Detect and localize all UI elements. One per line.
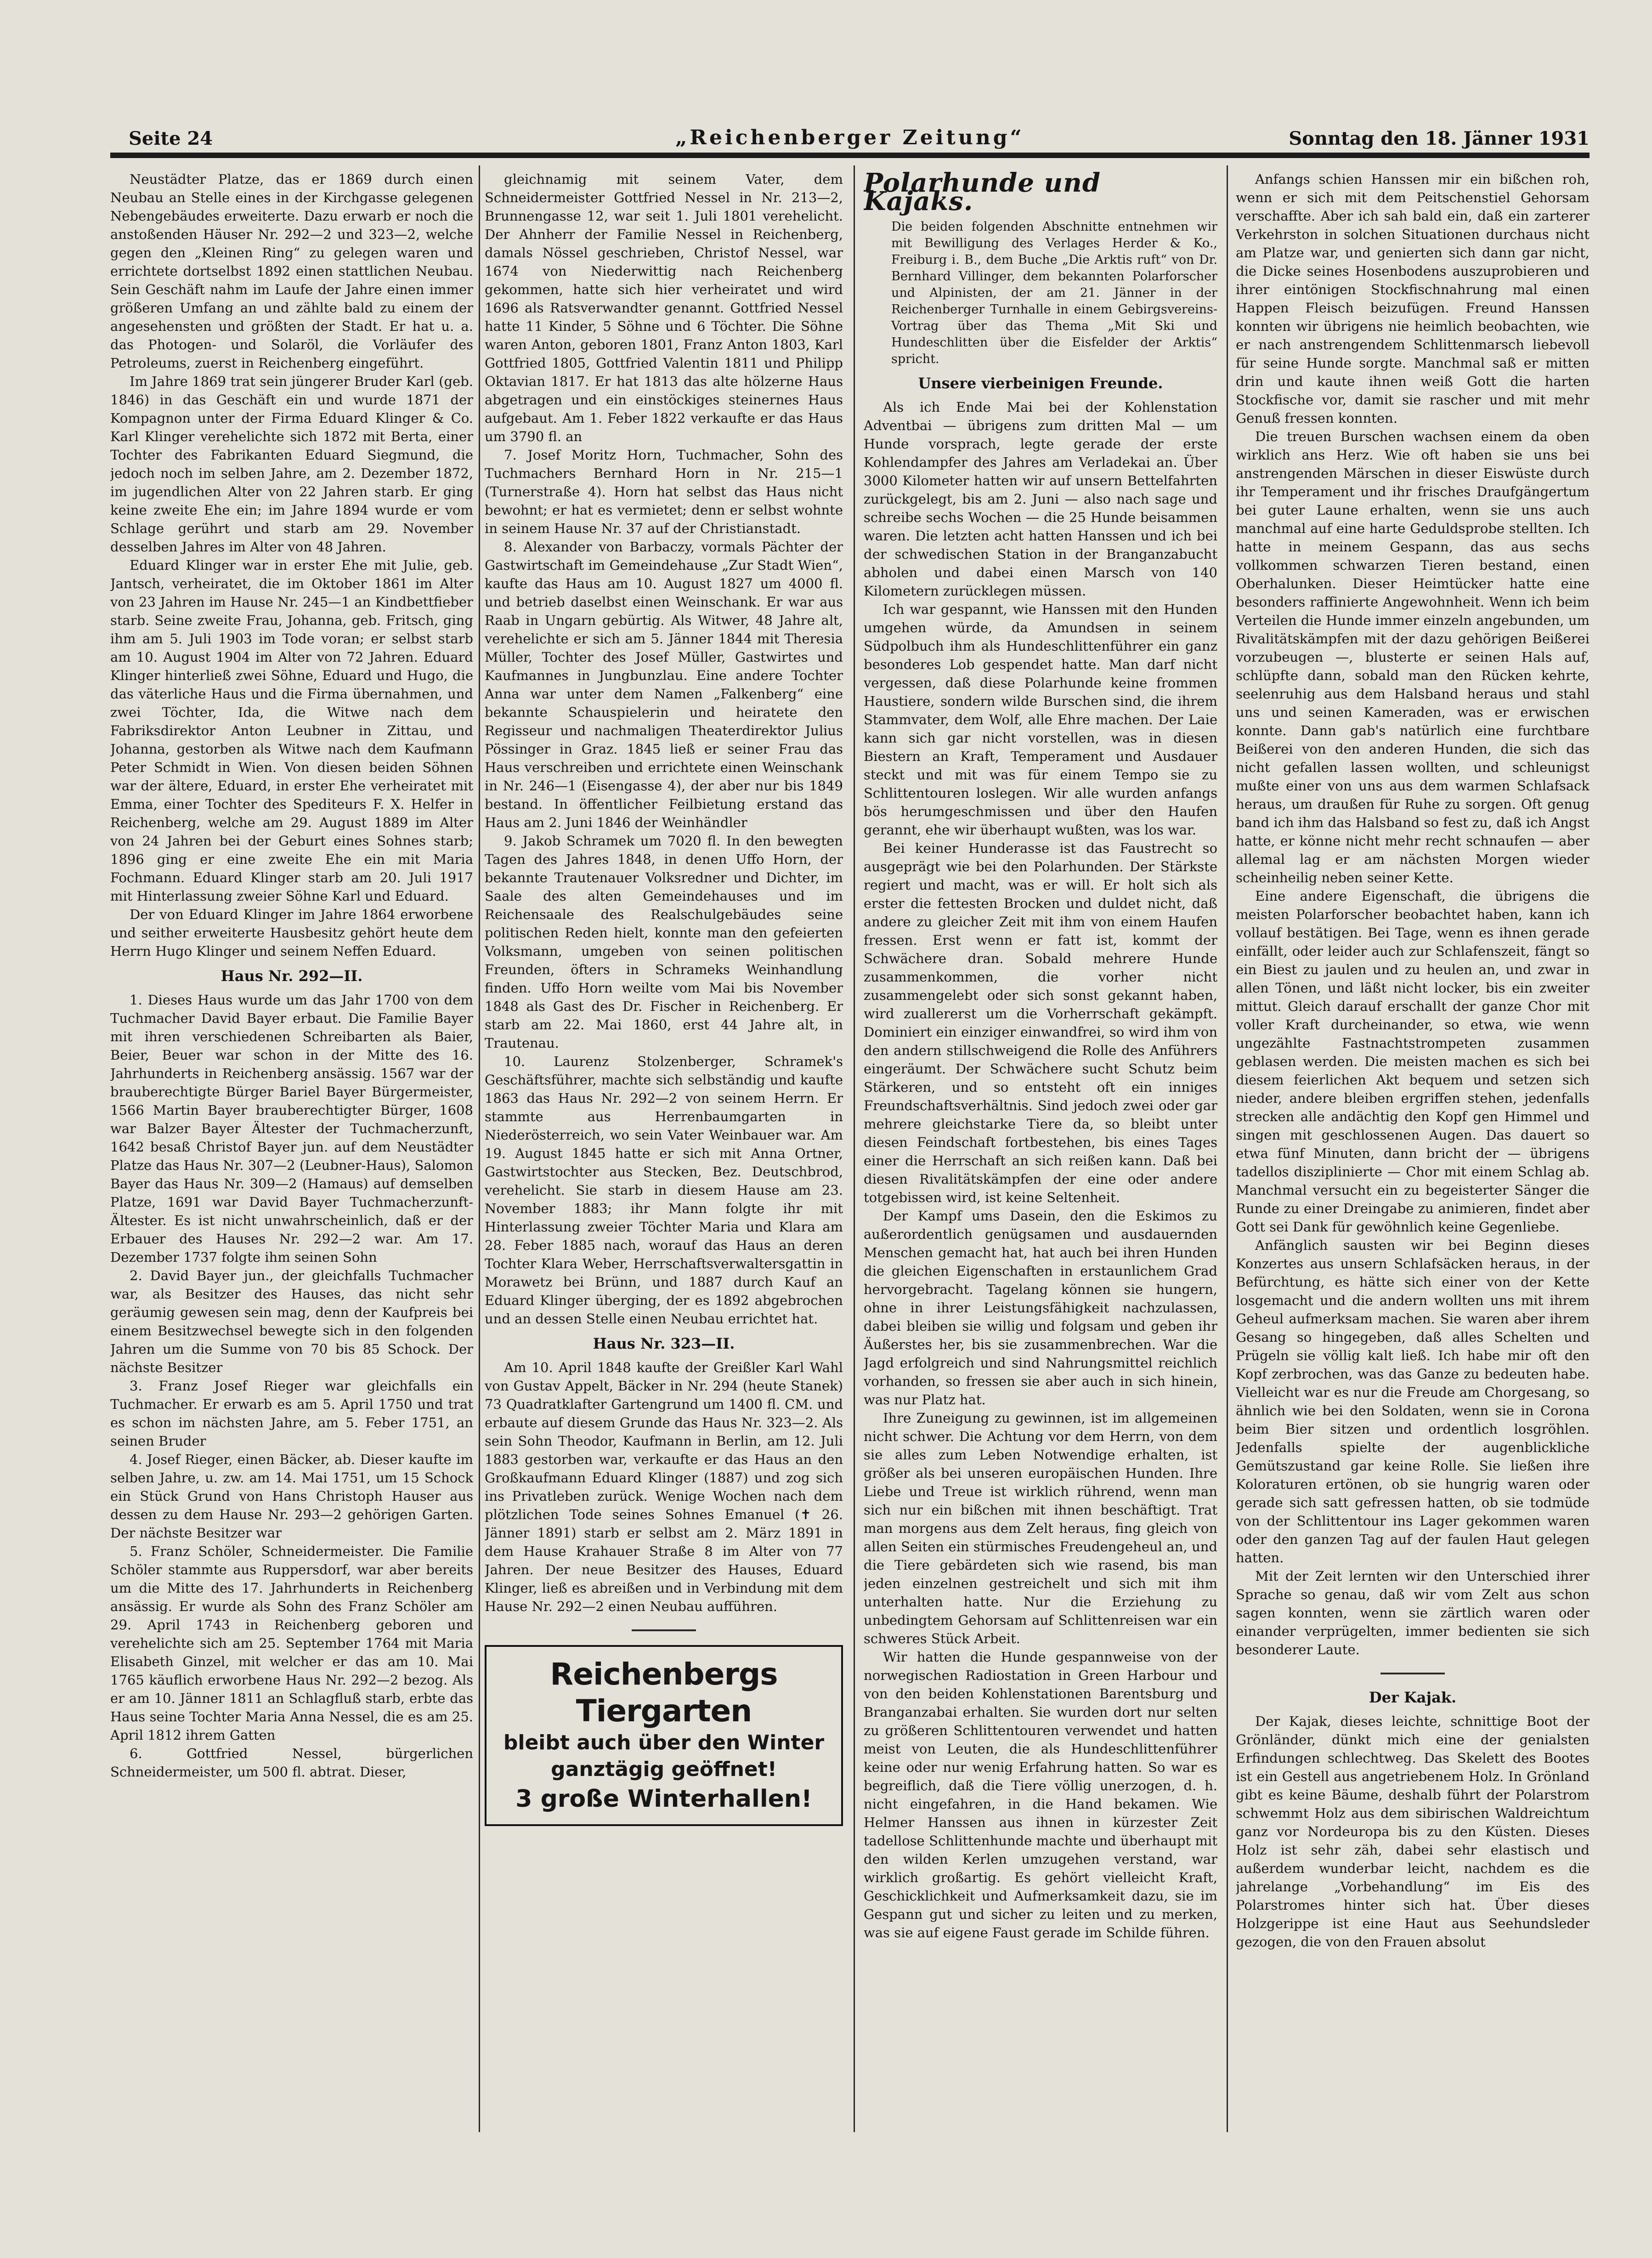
paragraph: 5. Franz Schöler, Schneidermeister. Die Familie Schöler stammte aus Ruppersdorf, war aber bereits um die Mitte des 17. Jahrhunderts in Reichenberg ansässig. Er wurde als Sohn des Franz Schöler am 29. April 1743 in Reichenberg geboren und verehelichte sich am 25. September 1764 mit Maria Elisabeth Ginzel, mit welcher er das am 10. Mai 1765 käuflich erworbene Haus Nr. 292—2 bezog. Als er am 10. Jänner 1811 an Schlagfluß starb, erbte das Haus seine Tochter Maria Anna Nessel, die es am 25. April 1812 ihrem Gatten: [110, 1543, 473, 1743]
ad-line: 3 große Winterhallen!: [515, 1785, 812, 1813]
column-3: [864, 170, 1217, 2128]
paragraph: Wir hatten die Hunde gespannweise von der norwegischen Radiostation in Green Harbour und von den beiden Kohlenstationen Barentsburg und Branganzabai erhalten. Sie wurden dort nur selten zu größeren Schlittentouren verwendet und hatten meist von Leuten, die als Hundeschlittenführer keine oder nur wenig Erfahrung hatten. So war es begreiflich, daß die Tiere völlig unerzogen, d. h. nicht eingefahren, in die Hand bekamen. Wie Helmer Hanssen aus ihnen in kürzester Zeit tadellose Schlittenhunde machte und überhaupt mit den wilden Kerlen umzugehen verstand, war wirklich großartig. Es gehört vielleicht Kraft, Geschicklichkeit und Aufmerksamkeit dazu, sie im Gespann gut und sicher zu leiten und zu merken, was sie auf eigene Faust gerade im Schilde führen.: [864, 1649, 1217, 1940]
column-rule-1: [479, 165, 480, 2132]
column-1: [110, 170, 473, 2128]
section-heading: Haus Nr. 292—II.: [221, 967, 363, 985]
paragraph: Anfänglich sausten wir bei Beginn dieses Konzertes aus unsern Schlafsäcken heraus, in der Befürchtung, es hätte sich einer von der Kette losgemacht und die andern wollten uns mit ihrem Geheul aufmerksam machen. Sie waren aber ihrem Gesang so hingegeben, daß alles Schelten und Prügeln sie völlig kalt ließ. Ich habe mir oft den Kopf zerbrochen, was das Ganze zu bedeuten habe. Vielleicht war es nur die Freude am Chorgesang, so ähnlich wie bei den Soldaten, wenn sie in Corona beim Bier sitzen und ordentlich losgröhlen. Jedenfalls spielte der augenblickliche Gemütszustand gar keine Rolle. Sie ließen ihre Koloraturen ertönen, ob sie hungrig waren oder gerade sich satt gefressen hatten, ob sie todmüde von der Schlittentour ins Lager gekommen waren oder den ganzen Tag auf der faulen Haut gelegen hatten.: [1236, 1237, 1590, 1566]
paragraph: Der Kampf ums Dasein, den die Eskimos zu außerordentlich genügsamen und ausdauernden Menschen gemacht hat, hat auch bei ihren Hunden die gleichen Eigenschaften in erstaunlichem Grad hervorgebracht. Tagelang können sie hungern, ohne in ihrer Leistungsfähigkeit nachzulassen, dabei bleiben sie willig und folgsam und geben ihr Äußerstes her, bis sie zusammenbrechen. War die Jagd erfolgreich und sind Nahrungsmittel reichlich vorhanden, so fressen sie aber auch in sich hinein, was nur Platz hat.: [864, 1208, 1217, 1407]
paragraph: 7. Josef Moritz Horn, Tuchmacher, Sohn des Tuchmachers Bernhard Horn in Nr. 215—1 (Turnerstraße 4). Horn hat selbst das Haus nicht bewohnt; er hat es vermietet; denn er selbst wohnte in seinem Hause Nr. 37 auf der Christianstadt.: [485, 447, 843, 536]
paragraph: 2. David Bayer jun., der gleichfalls Tuchmacher war, als Besitzer des Hauses, das nicht sehr geräumig gewesen sein mag, denn der Kaufpreis bei einem Besitzwechsel bewegte sich in den folgenden Jahren um die Summe von 70 bis 85 Schock. Der nächste Besitzer: [110, 1268, 473, 1375]
section-heading: Der Kajak.: [1369, 1689, 1457, 1706]
paragraph: Bei keiner Hunderasse ist das Faustrecht so ausgeprägt wie bei den Polarhunden. Der Stärkste regiert und macht, was er will. Er holt sich als erster die fettesten Brocken und duldet nicht, daß andere zu gleicher Zeit mit ihm von einem Haufen fressen. Erst wenn er fatt ist, kommt der Schwächere dran. Sobald mehrere Hunde zusammenkommen, die vorher nicht zusammengelebt oder sich sonst gekannt haben, wird zuallererst um die Vorherrschaft gekämpft. Dominiert ein einziger einwandfrei, so wird ihm von den andern stillschweigend die Rolle des Anführers eingeräumt. Der Schwächere sucht Schutz beim Stärkeren, und so entsteht oft ein inniges Freundschaftsverhältnis. Sind jedoch zwei oder gar mehrere gleichstarke Tiere da, so bleibt unter diesen Feindschaft fortbestehen, bis eines Tages einer die Herrschaft an sich reißen kann. Daß bei diesen Rivalitätskämpfen der eine oder andere totgebissen wird, ist keine Seltenheit.: [864, 840, 1217, 1205]
paragraph: Der von Eduard Klinger im Jahre 1864 erworbene und seither erweiterte Hausbesitz gehört heute dem Herrn Hugo Klinger und seinem Neffen Eduard.: [110, 907, 473, 959]
paragraph: Am 10. April 1848 kaufte der Greißler Karl Wahl von Gustav Appelt, Bäcker in Nr. 294 (heute Stanek) 73 Quadratklafter Gartengrund um 1400 fl. CM. und erbaute auf diesem Grunde das Haus Nr. 323—2. Als sein Sohn Theodor, Kaufmann in Berlin, am 12. Juli 1883 gestorben war, verkaufte er das Haus an den Großkaufmann Eduard Klinger (1887) und zog sich ins Privatleben zurück. Wenige Wochen nach dem plötzlichen Tode seines Sohnes Emanuel (✝ 26. Jänner 1891) starb er selbst am 2. März 1891 in dem Hause Krahauer Straße 8 im Alter von 77 Jahren. Der neue Besitzer des Hauses, Eduard Klinger, ließ es abreißen und in Verbindung mit dem Hause Nr. 292—2 einen Neubau aufführen.: [485, 1360, 843, 1614]
paragraph: 4. Josef Rieger, einen Bäcker, ab. Dieser kaufte im selben Jahre, u. zw. am 14. Mai 1751, um 15 Schock ein Stück Grund von Hans Christoph Hauser aus dessen zu dem Hause Nr. 293—2 gehörigen Garten. Der nächste Besitzer war: [110, 1452, 473, 1541]
column-2: [485, 170, 843, 2128]
column-4: [1236, 170, 1590, 2128]
article-intro: Die beiden folgenden Abschnitte entnehmen wir mit Bewilligung des Verlages Herder & Ko., Freiburg i. B., dem Buche „Die Arktis ruft“ von Dr. Bernhard Villinger, dem bekannten Polarforscher und Alpinisten, der am 21. Jänner in der Reichenberger Turnhalle in einem Gebirgsvereins-Vortrag über das Thema „Mit Ski und Hundeschlitten über die Eisfelder der Arktis“ spricht.: [891, 220, 1217, 366]
header-rule: [110, 153, 1590, 158]
advertisement: [485, 1645, 843, 1826]
paragraph: 3. Franz Josef Rieger war gleichfalls ein Tuchmacher. Er erwarb es am 5. April 1750 und trat es schon im nächsten Jahre, am 5. Feber 1751, an seinen Bruder: [110, 1378, 473, 1449]
paragraph: Ich war gespannt, wie Hanssen mit den Hunden umgehen würde, da Amundsen in seinem Südpolbuch ihm als Hundeschlittenführer ein ganz besonderes Lob gespendet hatte. Man darf nicht vergessen, daß diese Polarhunde keine frommen Haustiere, sondern wilde Burschen sind, die ihrem Stammvater, dem Wolf, alle Ehre machen. Der Laie kann sich gar nicht vorstellen, was in diesen Biestern an Kraft, Temperament und Ausdauer steckt und mit was für einem Tempo sie zu Schlittentouren loslegen. Wir alle wurden anfangs bös herumgeschmissen und über den Haufen gerannt, ehe wir überhaupt wußten, was los war.: [864, 601, 1217, 838]
paragraph: 10. Laurenz Stolzenberger, Schramek's Geschäftsführer, machte sich selbständig und kaufte 1863 das Haus Nr. 292—2 von seinem Herrn. Er stammte aus Herrenbaumgarten in Niederösterreich, wo sein Vater Weinbauer war. Am 19. August 1845 hatte er sich mit Anna Ortner, Gastwirtstochter aus Stecken, Bez. Deutschbrod, verehelicht. Sie starb in diesem Hause am 23. November 1883; ihr Mann folgte ihr mit Hinterlassung zweier Töchter Maria und Klara am 28. Feber 1885 nach, worauf das Haus an deren Tochter Klara Weber, Herrschaftsverwaltersgattin in Morawetz bei Brünn, und 1887 durch Kauf an Eduard Klinger überging, der es 1892 abgebrochen und an dessen Stelle einen Neubau errichtet hat.: [485, 1054, 843, 1327]
newspaper-title: „Reichenberger Zeitung“: [675, 126, 1024, 149]
paragraph: Eduard Klinger war in erster Ehe mit Julie, geb. Jantsch, verheiratet, die im Oktober 1861 im Alter von 23 Jahren im Hause Nr. 245—1 an Kindbettfieber starb. Seine zweite Frau, Johanna, geb. Fritsch, ging ihm am 5. Juli 1903 im Tode voran; er selbst starb am 10. August 1904 im Alter von 72 Jahren. Eduard Klinger hinterließ zwei Söhne, Eduard und Hugo, die das väterliche Haus und die Firma übernahmen, und zwei Töchter, Ida, die Witwe nach dem Fabriksdirektor Anton Leubner in Zittau, und Johanna, gestorben als Witwe nach dem Kaufmann Peter Schmidt in Wien. Von diesen beiden Söhnen war der ältere, Eduard, in erster Ehe verheiratet mit Emma, einer Tochter des Spediteurs F. X. Helfer in Reichenberg, welche am 29. August 1889 im Alter von 24 Jahren bei der Geburt eines Sohnes starb; 1896 ging er eine zweite Ehe ein mit Maria Fochmann. Eduard Klinger starb am 20. Juli 1917 mit Hinterlassung zweier Söhne Karl und Eduard.: [110, 557, 473, 904]
section-divider: [1380, 1673, 1445, 1674]
paragraph: Anfangs schien Hanssen mir ein bißchen roh, wenn er sich mit dem Peitschenstiel Gehorsam verschaffte. Aber ich sah bald ein, daß ein zarterer Verkehrston in solchen Situationen durchaus nicht am Platze war, und genierten sich dann gar nicht, die Dicke seines Hosenbodens auszuprobieren und ihrer eintönigen Stockfischnahrung mal einen Happen Fleisch beizufügen. Freund Hanssen konnten wir übrigens nie heimlich beobachten, wie er nach anstrengendem Schlittenmarsch liebevoll für seine Hunde sorgte. Manchmal saß er mitten drin und kaute ihnen weiß Gott die harten Stockfische vor, damit sie rascher und mit mehr Genuß fressen konnten.: [1236, 171, 1590, 426]
paragraph: 6. Gottfried Nessel, bürgerlichen Schneidermeister, um 500 fl. abtrat. Dieser,: [110, 1746, 473, 1780]
paragraph: Mit der Zeit lernten wir den Unterschied ihrer Sprache so genau, daß wir vom Zelt aus schon sagen konnten, wenn sie zärtlich waren oder einander verprügelten, immer bedienten sie sich besonderer Laute.: [1236, 1568, 1590, 1657]
column-rule-2: [854, 165, 855, 2132]
ad-line: ganztägig geöffnet!: [551, 1758, 777, 1781]
article-title: Polarhunde und Kajaks.: [864, 170, 1101, 216]
page-number: Seite 24: [129, 128, 213, 149]
paragraph: Als ich Ende Mai bei der Kohlenstation Adventbai — übrigens zum dritten Mal — um Hunde vorsprach, legte gerade der erste Kohlendampfer des Jahres am Verladekai an. Über 3000 Kilometer hatten wir auf unsern Bettelfahrten zurückgelegt, bis am 2. Juni — also nach sage und schreibe sechs Wochen — die 25 Hunde beisammen waren. Die letzten acht hatten Hanssen und ich bei der schwedischen Station in der Branganzabucht abholen und dabei einen Marsch von 140 Kilometern zurücklegen müssen.: [864, 399, 1217, 599]
issue-date: Sonntag den 18. Jänner 1931: [1289, 128, 1590, 149]
paragraph: Neustädter Platze, das er 1869 durch einen Neubau an Stelle eines in der Kirchgasse gelegenen Nebengebäudes erweiterte. Dazu erwarb er noch die anstoßenden Häuser Nr. 292—2 und 323—2, welche gegen den „Kleinen Ring“ zu gelegen waren und errichtete dortselbst 1892 einen stattlichen Neubau. Sein Geschäft nahm im Laufe der Jahre einen immer größeren Umfang an und zählte bald zu einem der angesehensten und größten der Stadt. Er hat u. a. das Photogen- und Solaröl, die Vorläufer des Petroleums, zuerst in Reichenberg eingeführt.: [110, 171, 473, 371]
page-header: [110, 124, 1590, 156]
paragraph: 8. Alexander von Barbaczy, vormals Pächter der Gastwirtschaft im Gemeindehause „Zur Stadt Wien“, kaufte das Haus am 10. August 1827 um 4000 fl. und betrieb daselbst einen Weinschank. Er war aus Raab in Ungarn gebürtig. Als Witwer, 48 Jahre alt, verehelichte er sich am 5. Jänner 1844 mit Theresia Müller, Tochter des Josef Müller, Gastwirtes und Kaufmannes in Jungbunzlau. Eine andere Tochter Anna war unter dem Namen „Falkenberg“ eine bekannte Schauspielerin und heiratete den Regisseur und nachmaligen Theaterdirektor Julius Pössinger in Graz. 1845 ließ er seiner Frau das Haus verschreiben und errichtete einen Weinschank in Nr. 246—1 (Eisengasse 4), der aber nur bis 1849 bestand. In öffentlicher Feilbietung erstand das Haus am 2. Juni 1846 der Weinhändler: [485, 539, 843, 830]
section-heading: Haus Nr. 323—II.: [593, 1335, 735, 1352]
paragraph: Im Jahre 1869 trat sein jüngerer Bruder Karl (geb. 1846) in das Geschäft ein und wurde 1871 der Kompagnon unter der Firma Eduard Klinger & Co. Karl Klinger verehelichte sich 1872 mit Berta, einer Tochter des Fabrikanten Eduard Siegmund, die jedoch noch im selben Jahre, am 2. Dezember 1872, im jugendlichen Alter von 22 Jahren starb. Er ging keine zweite Ehe ein; im Jahre 1894 wurde er vom Schlage gerührt und starb am 29. November desselben Jahres im Alter von 48 Jahren.: [110, 374, 473, 555]
paragraph: Eine andere Eigenschaft, die übrigens die meisten Polarforscher beobachtet haben, kann ich vollauf bestätigen. Bei Tage, wenn es ihnen gerade einfällt, oder leider auch zur Schlafenszeit, fängt so ein Biest zu jaulen und zu heulen an, und zwar in allen Tönen, und läßt nicht locker, bis ein zweiter mittut. Gleich darauf erschallt der ganze Chor mit voller Kraft durcheinander, so etwa, wie wenn ungezählte Fastnachtstrompeten zusammen geblasen werden. Die meisten machen es sich bei diesem feierlichen Akt bequem und setzen sich nieder, andere bleiben ergriffen stehen, jedenfalls strecken alle andächtig den Kopf gen Himmel und singen mit geschlossenen Augen. Das dauert so etwa fünf Minuten, dann bricht der — übrigens tadellos disziplinierte — Chor mit einem Schlag ab. Manchmal versucht ein zu begeisterter Sänger die Runde zu einer Dreingabe zu animieren, findet aber Gott sei Dank für gewöhnlich keine Gegenliebe.: [1236, 888, 1590, 1235]
ad-line: bleibt auch über den Winter: [503, 1731, 825, 1754]
paragraph: Ihre Zuneigung zu gewinnen, ist im allgemeinen nicht schwer. Die Achtung vor dem Herrn, von dem sie alles zum Leben Notwendige erhalten, ist größer als bei unseren europäischen Hunden. Ihre Liebe und Treue ist wirklich rührend, wenn man sich nur ein bißchen mit ihnen beschäftigt. Trat man morgens aus dem Zelt heraus, fing gleich von allen Seiten ein stürmisches Freudengeheul an, und die Tiere gebärdeten sich wie rasend, bis man jeden einzelnen gestreichelt und sich mit ihm unterhalten hatte. Nur die Erziehung zu unbedingtem Gehorsam auf Schlittenreisen war ein schweres Stück Arbeit.: [864, 1410, 1217, 1646]
ad-headline: Reichenbergs Tiergarten: [550, 1657, 778, 1729]
column-rule-3: [1227, 165, 1228, 2132]
paragraph: 1. Dieses Haus wurde um das Jahr 1700 von dem Tuchmacher David Bayer erbaut. Die Familie Bayer mit ihren verschiedenen Schreibarten als Baier, Beier, Beuer war schon in der Mitte des 16. Jahrhunderts in Reichenberg ansässig. 1567 war der brauberechtigte Bürger Bariel Bayer Bürgermeister, 1566 Martin Bayer brauberechtigter Bürger, 1608 war Balzer Bayer Ältester der Tuchmacherzunft, 1642 besaß Christof Bayer jun. auf dem Neustädter Platze das Haus Nr. 307—2 (Leubner-Haus), Salomon Bayer das Haus Nr. 309—2 (Hamaus) auf demselben Platze, 1691 war David Bayer Tuchmacherzunft-Ältester. Es ist nicht unwahrscheinlich, daß er der Erbauer des Hauses Nr. 292—2 war. Am 17. Dezember 1737 folgte ihm seinen Sohn: [110, 992, 473, 1265]
paragraph: Der Kajak, dieses leichte, schnittige Boot der Grönländer, dünkt mich eine der genialsten Erfindungen schlechtweg. Das Skelett des Bootes ist ein Gestell aus angetriebenem Holz. In Grönland gibt es keine Bäume, deshalb führt der Polarstrom schwemmt Holz aus dem sibirischen Waldreichtum ganz vor Nordeuropa bis zu den Küsten. Dieses Holz ist sehr zäh, dabei sehr elastisch und außerdem wunderbar leicht, nachdem es die jahrelange „Vorbehandlung“ im Eis des Polarstromes hinter sich hat. Über dieses Holzgerippe ist eine Haut aus Seehundsleder gezogen, die von den Frauen absolut: [1236, 1713, 1590, 1950]
paragraph: gleichnamig mit seinem Vater, dem Schneidermeister Gottfried Nessel in Nr. 213—2, Brunnengasse 12, war seit 1. Juli 1801 verehelicht. Der Ahnherr der Familie Nessel in Reichenberg, damals Nössel geschrieben, Christof Nessel, war 1674 von Niederwittig nach Reichenberg gekommen, hatte sich hier verheiratet und wird 1696 als Ratsverwandter genannt. Gottfried Nessel hatte 11 Kinder, 5 Söhne und 6 Töchter. Die Söhne waren Anton, geboren 1801, Franz Anton 1803, Karl Gottfried 1805, Gottfried Valentin 1811 und Philipp Oktavian 1817. Er hat 1813 das alte hölzerne Haus abgetragen und ein einstöckiges steinernes Haus aufgebaut. Am 1. Feber 1822 verkaufte er das Haus um 3790 fl. an: [485, 171, 843, 444]
section-divider: [632, 1629, 696, 1631]
paragraph: 9. Jakob Schramek um 7020 fl. In den bewegten Tagen des Jahres 1848, in denen Uffo Horn, der bekannte Trautenauer Volksredner und Dichter, im Saale des alten Gemeindehauses und im Reichensaale des Realschulgebäudes seine politischen Reden hielt, konnte man den gefeierten Volksmann, umgeben von seinen politischen Freunden, öfters in Schrameks Weinhandlung finden. Uffo Horn weilte vom Mai bis November 1848 als Gast des Dr. Fischer in Reichenberg. Er starb am 22. Mai 1860, erst 44 Jahre alt, in Trautenau.: [485, 833, 843, 1051]
section-heading: Unsere vierbeinigen Freunde.: [918, 374, 1163, 392]
paragraph: Die treuen Burschen wachsen einem da oben wirklich ans Herz. Wie oft haben sie uns bei anstrengenden Märschen in dieser Eiswüste durch ihr Temperament und ihr frisches Draufgängertum bei guter Laune erhalten, wenn sie uns auch manchmal auf eine harte Geduldsprobe stellten. Ich hatte in meinem Gespann, das aus sechs vollkommen schwarzen Tieren bestand, einen Oberhalunken. Dieser Heimtücker hatte eine besonders raffinierte Angewohnheit. Wenn ich beim Verteilen die Hunde immer einzeln angebunden, um Rivalitätskämpfen mit der dazu gehörigen Beißerei vorzubeugen —, blusterte er seinen Hals auf, schlüpfte dann, sobald man den Rücken kehrte, seelenruhig aus dem Halsband heraus und stahl uns und seinen Kameraden, was er erwischen konnte. Dann gab's natürlich eine furchtbare Beißerei von den anderen Hunden, die sich das nicht gefallen lassen wollten, und schleunigst mußte einer von uns aus dem warmen Schlafsack heraus, um draußen für Ruhe zu sorgen. Oft genug band ich ihm das Halsband so fest zu, daß ich Angst hatte, er könne nicht mehr recht schnaufen — aber allemal lag er am nächsten Morgen wieder scheinheilig neben seiner Kette.: [1236, 429, 1590, 885]
